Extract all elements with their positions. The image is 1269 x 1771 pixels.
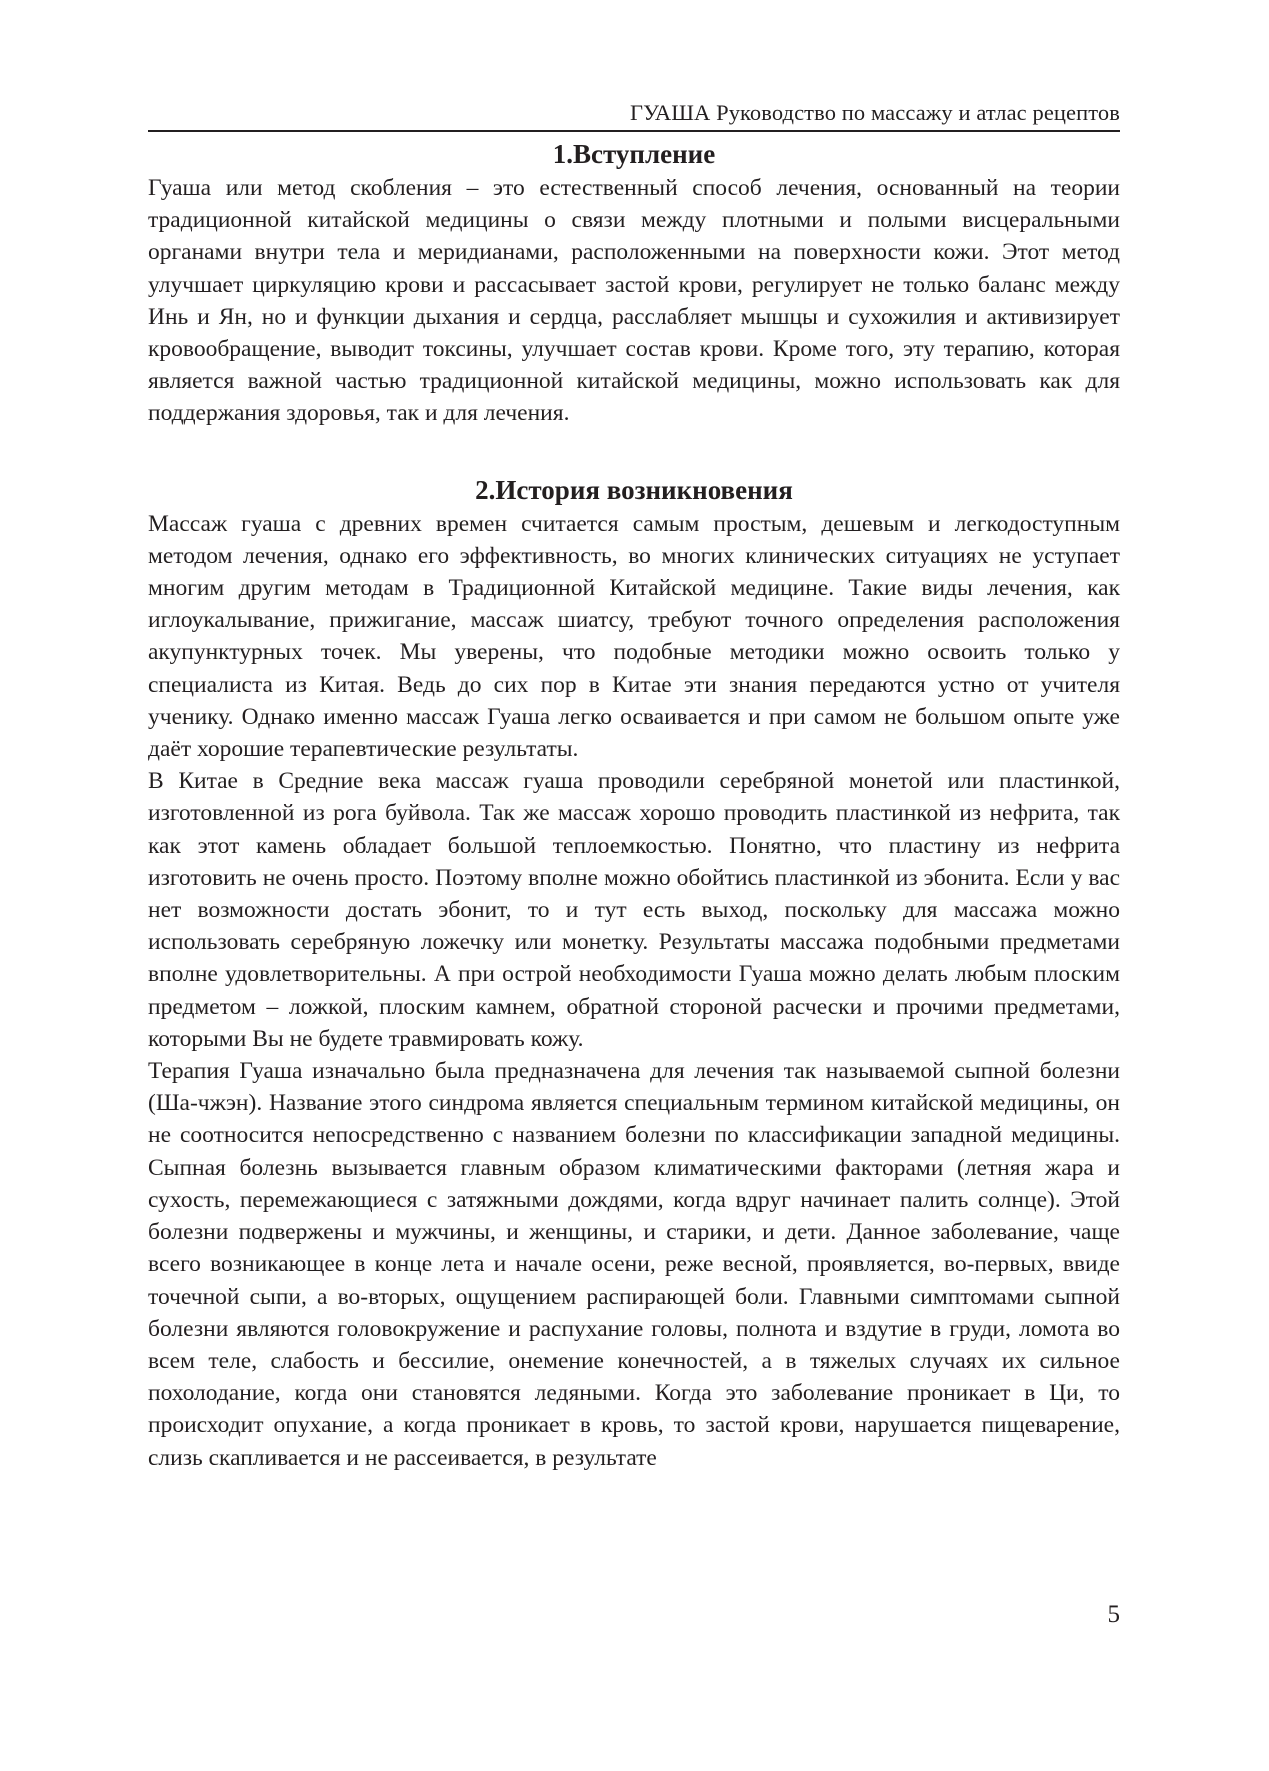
introduction-paragraph: Гуаша или метод скобления – это естественный способ лечения, основанный на теории традиционной китайской медицины о связи между плотными и полыми висцеральными органами внутри тела и меридианами, расположенными на поверхности кожи. Этот метод улучшает циркуляцию крови и рассасывает застой крови, регулирует не только баланс между Инь и Ян, но и функции дыхания и сердца, расслабляет мышцы и сухожилия и активизирует кровообращение, выводит токсины, улучшает состав крови. Кроме того, эту терапию, которая является важной частью традиционной китайской медицины, можно использовать как для поддержания здоровья, так и для лечения.	[148, 175, 1120, 427]
section-title-introduction: 1.Вступление	[552, 139, 716, 169]
page-content	[148, 136, 1120, 1474]
running-header: ГУАША Руководство по массажу и атлас рецептов	[148, 100, 1120, 132]
history-paragraph-1: Массаж гуаша с древних времен считается самым простым, дешевым и легкодоступным методом лечения, однако его эффективность, во многих клинических ситуациях не уступает многим другим методам в Традиционной Китайской медицине. Такие виды лечения, как иглоукалывание, прижигание, массаж шиатсу, требуют точного определения расположения акупунктурных точек. Мы уверены, что подобные методики можно освоить только у специалиста из Китая. Ведь до сих пор в Китае эти знания передаются устно от учителя ученику. Однако именно массаж Гуаша легко осваивается и при самом не большом опыте уже даёт хорошие терапевтические результаты.	[148, 510, 1120, 763]
history-paragraph-2: В Китае в Средние века массаж гуаша проводили серебряной монетой или пластинкой, изготовленной из рога буйвола. Так же массаж хорошо проводить пластинкой из нефрита, так как этот камень обладает большой теплоемкостью. Понятно, что пластину из нефрита изготовить не очень просто. Поэтому вполне можно обойтись пластинкой из эбонита. Если у вас нет возможности достать эбонит, то и тут есть выход, поскольку для массажа можно использовать серебряную ложечку или монетку. Результаты массажа подобными предметами вполне удовлетворительны. А при острой необходимости Гуаша можно делать любым плоским предметом – ложкой, плоским камнем, обратной стороной расчески и прочими предметами, которыми Вы не будете травмировать кожу.	[148, 768, 1120, 1052]
history-paragraph-3: Терапия Гуаша изначально была предназначена для лечения так называемой сыпной болезни (Ша-чжэн). Название этого синдрома является специальным термином китайской медицины, он не соотносится непосредственно с названием болезни по классификации западной медицины. Сыпная болезнь вызывается главным образом климатическими факторами (летняя жара и сухость, перемежающиеся с затяжными дождями, когда вдруг начинает палить солнце). Этой болезни подвержены и мужчины, и женщины, и старики, и дети. Данное заболевание, чаще всего возникающее в конце лета и начале осени, реже весной, проявляется, во-первых, ввиде точечной сыпи, а во-вторых, ощущением распирающей боли. Главными симптомами сыпной болезни являются головокружение и распухание головы, полнота и вздутие в груди, ломота во всем теле, слабость и бессилие, онемение конечностей, а в тяжелых случаях их сильное похолодание, когда они становятся ледяными. Когда это заболевание проникает в Ци, то происходит опухание, а когда проникает в кровь, то застой крови, нарушается пищеварение, слизь скапливается и не рассеивается, в результате	[148, 1058, 1120, 1471]
section-title-history: 2.История возникновения	[475, 474, 793, 505]
page-number: 5	[1107, 1601, 1120, 1628]
